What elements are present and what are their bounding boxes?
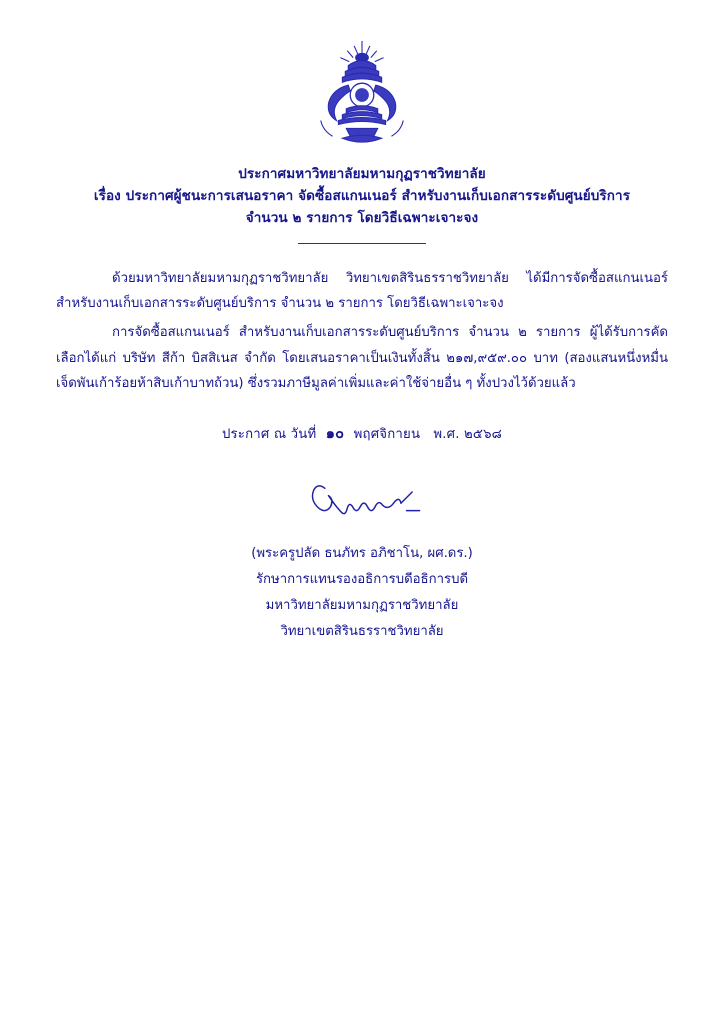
paragraph-2 xyxy=(56,320,668,396)
signer-name: (พระครูปลัด ธนภัทร อภิชาโน, ผศ.ดร.) xyxy=(251,546,473,562)
signature-icon xyxy=(297,479,427,531)
royal-emblem-icon xyxy=(303,38,421,150)
date-day: ๑๐ xyxy=(325,426,345,443)
title-divider xyxy=(298,243,426,244)
paragraph-1-text: ด้วยมหาวิทยาลัยมหามกุฏราชวิทยาลัย วิทยาเขตสิรินธรราชวิทยาลัย ได้มีการจัดซื้อสแกนเนอร์ สำหรับงานเก็บเอกสารระดับศูนย์บริการ จำนวน ๒ รายการ โดยวิธีเฉพาะเจาะจง xyxy=(56,270,668,311)
date-month: พฤศจิกายน xyxy=(353,427,421,443)
signer-campus: วิทยาเขตสิรินธรราชวิทยาลัย xyxy=(280,623,444,639)
emblem-container xyxy=(56,0,668,150)
paragraph-2-text: การจัดซื้อสแกนเนอร์ สำหรับงานเก็บเอกสารระดับศูนย์บริการ จำนวน ๒ รายการ ผู้ได้รับการคัดเลือกได้แก่ บริษัท สีก้า บิสสิเนส จำกัด โดยเสนอราคาเป็นเงินทั้งสิ้น ๒๑๗,๙๕๙.๐๐ บาท (สองแสนหนึ่งหมื่นเจ็ดพันเก้าร้อยห้าสิบเก้าบาทถ้วน) ซึ่งรวมภาษีมูลค่าเพิ่มและค่าใช้จ่ายอื่น ๆ ทั้งปวงไว้ด้วยแล้ว xyxy=(56,325,668,391)
signer-position: รักษาการแทนรองอธิการบดีอธิการบดี xyxy=(255,572,469,588)
signature-area xyxy=(56,479,668,537)
paragraph-1 xyxy=(56,266,668,317)
title-line-2: เรื่อง ประกาศผู้ชนะการเสนอราคา จัดซื้อสแกนเนอร์ สำหรับงานเก็บเอกสารระดับศูนย์บริการ xyxy=(93,187,631,204)
signer-block xyxy=(56,541,668,644)
document-title xyxy=(56,164,668,244)
date-prefix: ประกาศ ณ วันที่ xyxy=(221,427,317,443)
title-line-3: จำนวน ๒ รายการ โดยวิธีเฉพาะเจาะจง xyxy=(245,209,479,226)
document-body xyxy=(56,266,668,397)
signer-organization: มหาวิทยาลัยมหามกุฏราชวิทยาลัย xyxy=(265,597,459,613)
date-year: ๒๕๖๘ xyxy=(464,427,503,443)
title-line-1: ประกาศมหาวิทยาลัยมหามกุฏราชวิทยาลัย xyxy=(238,166,486,182)
date-year-prefix: พ.ศ. xyxy=(433,427,460,443)
announcement-date xyxy=(56,422,668,445)
